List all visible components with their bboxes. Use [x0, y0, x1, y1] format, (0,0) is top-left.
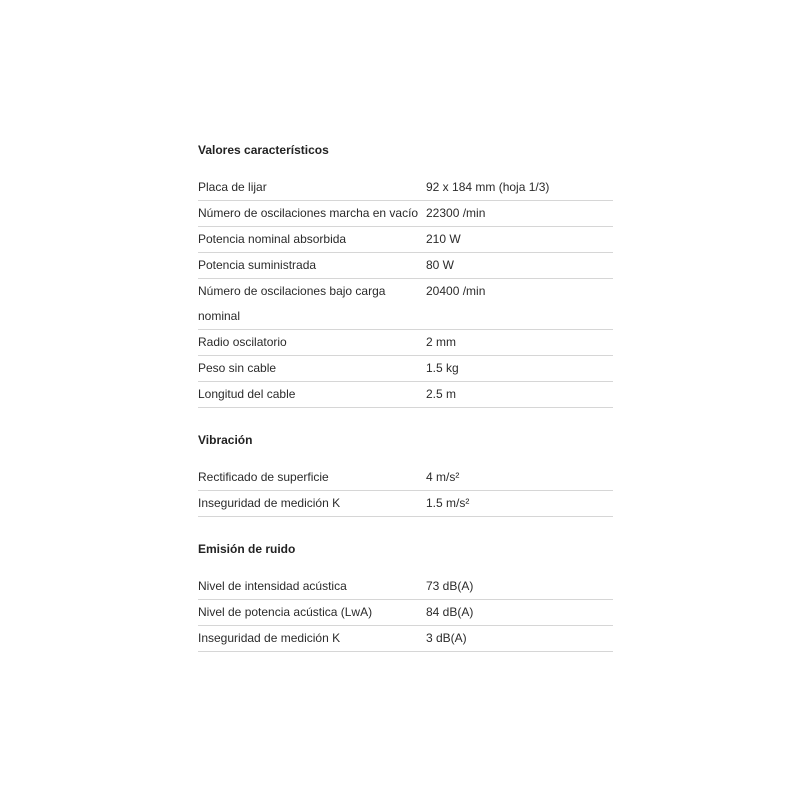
- table-row: [198, 253, 613, 279]
- spec-label: Inseguridad de medición K: [198, 496, 341, 510]
- spec-value: 84 dB(A): [426, 605, 474, 619]
- spec-label: Inseguridad de medición K: [198, 631, 341, 645]
- section-title: Vibración: [198, 433, 253, 447]
- spec-value: 1.5 m/s²: [426, 496, 470, 510]
- table-row: [198, 201, 613, 227]
- spec-label: Número de oscilaciones bajo carga nominal: [198, 284, 386, 323]
- spec-label: Potencia nominal absorbida: [198, 232, 347, 246]
- section-vibration: [198, 430, 613, 517]
- table-row: [198, 574, 613, 600]
- spec-label: Placa de lijar: [198, 180, 267, 194]
- spec-value: 20400 /min: [426, 284, 486, 298]
- spec-value: 2 mm: [426, 335, 456, 349]
- table-row: [198, 227, 613, 253]
- spec-table: [198, 465, 613, 517]
- section-characteristic-values: [198, 140, 613, 408]
- table-row: [198, 382, 613, 408]
- spec-value: 3 dB(A): [426, 631, 467, 645]
- spec-value: 210 W: [426, 232, 461, 246]
- spec-label: Radio oscilatorio: [198, 335, 287, 349]
- table-row: [198, 465, 613, 491]
- spec-label: Longitud del cable: [198, 387, 296, 401]
- spec-value: 80 W: [426, 258, 455, 272]
- section-noise-emission: [198, 539, 613, 652]
- spec-label: Potencia suministrada: [198, 258, 317, 272]
- table-row: [198, 330, 613, 356]
- section-title: Emisión de ruido: [198, 542, 296, 556]
- spec-table: [198, 175, 613, 408]
- spec-value: 22300 /min: [426, 206, 486, 220]
- table-row: [198, 491, 613, 517]
- spec-label: Nivel de intensidad acústica: [198, 579, 347, 593]
- spec-label: Rectificado de superficie: [198, 470, 329, 484]
- spec-label: Número de oscilaciones marcha en vacío: [198, 206, 419, 220]
- spec-value: 2.5 m: [426, 387, 457, 401]
- section-title: Valores característicos: [198, 143, 329, 157]
- spec-value: 1.5 kg: [426, 361, 459, 375]
- table-row: [198, 356, 613, 382]
- table-row: [198, 600, 613, 626]
- specifications: [198, 140, 613, 674]
- table-row: [198, 175, 613, 201]
- spec-label: Peso sin cable: [198, 361, 277, 375]
- table-row: [198, 626, 613, 652]
- table-row: [198, 279, 613, 330]
- spec-value: 92 x 184 mm (hoja 1/3): [426, 180, 550, 194]
- spec-value: 73 dB(A): [426, 579, 474, 593]
- spec-label: Nivel de potencia acústica (LwA): [198, 605, 373, 619]
- spec-table: [198, 574, 613, 652]
- spec-value: 4 m/s²: [426, 470, 460, 484]
